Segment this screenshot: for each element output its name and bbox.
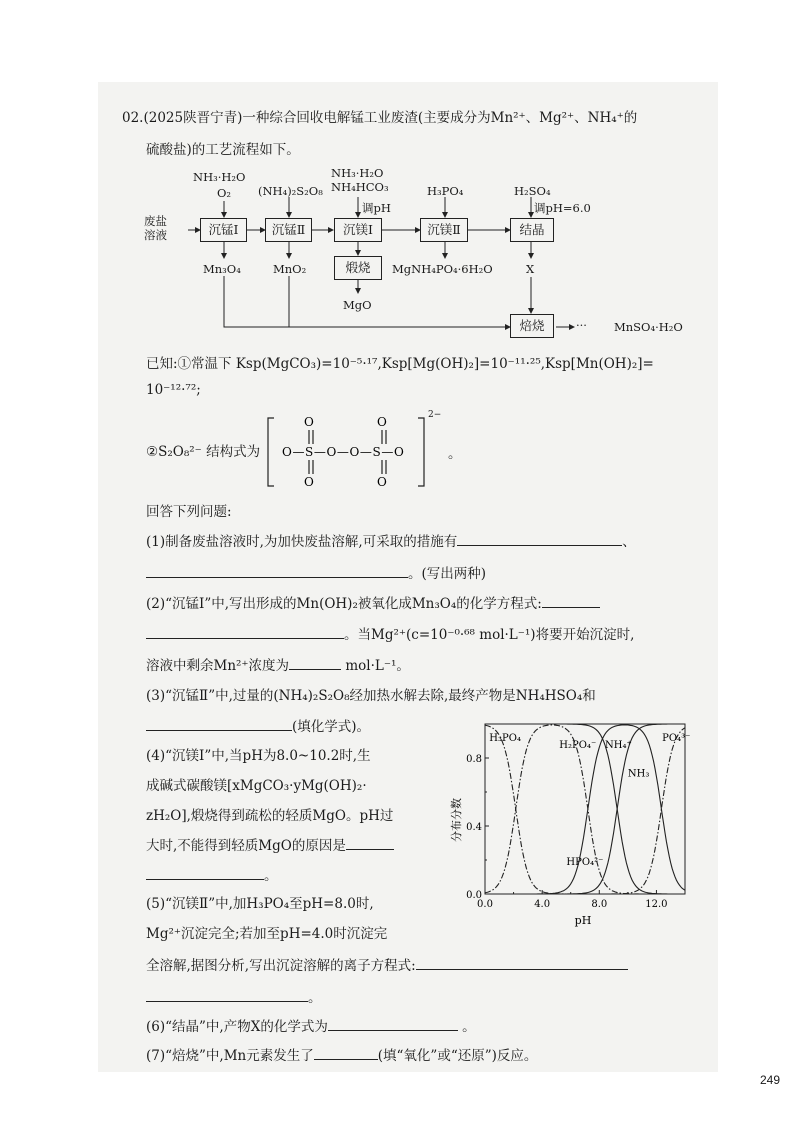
x-tick-label: 4.0 [534,899,551,910]
q6-line: (6)“结晶”中,产物X的化学式为 。 [146,1019,476,1035]
q3-blank[interactable] [146,718,292,731]
box-mn-precip-2: 沉锰Ⅱ [265,218,312,242]
o-bottom-2: O [377,475,387,489]
page-number: 249 [760,1073,781,1087]
box-mn-precip-1: 沉锰Ⅰ [200,218,247,242]
q5-line-2: Mg²⁺沉淀完全;若加至pH=4.0时沉淀完 [146,926,388,942]
q1-line-2: 。(写出两种) [146,562,486,582]
reagent-4: H₃PO₄ [427,184,464,198]
box-crystallize: 结晶 [510,218,554,242]
q2-line-3: 溶液中剩余Mn²⁺浓度为 mol·L⁻¹。 [146,658,410,674]
product-mno2: MnO₂ [273,262,307,276]
question-line-1: 02.(2025陕晋宁青)一种综合回收电解锰工业废渣(主要成分为Mn²⁺、Mg²⁺、NH₄⁺的 [122,110,638,126]
reagent-2: (NH₄)₂S₂O₈ [258,184,323,198]
q5-line-1: (5)“沉镁Ⅱ”中,加H₃PO₄至pH=8.0时, [146,896,374,912]
box-calcine: 煅烧 [334,256,382,280]
q6-blank[interactable] [328,1018,458,1031]
q1-line-1: (1)制备废盐溶液时,为加快废盐溶解,可采取的措施有 、 [146,534,636,550]
q4-line-2: 成碱式碳酸镁[xMgCO₃·yMg(OH)₂· [146,778,367,794]
charge-label: 2− [428,410,442,420]
q5-line-4: 。 [146,986,322,1006]
q4-line-1: (4)“沉镁Ⅰ”中,当pH为8.0~10.2时,生 [146,748,371,764]
y-tick-label: 0.0 [466,890,482,901]
series-po4-label: PO₄³⁻ [662,733,691,744]
series-nh4-label: NH₄⁺ [605,739,632,751]
series-h2po4-label: H₂PO₄⁻ [559,739,597,751]
q4-blank-1[interactable] [346,837,394,850]
series-nh3-label: NH₃ [627,768,650,780]
known-line-2: 10⁻¹²·⁷²; [146,382,201,398]
q4-blank-2[interactable] [146,867,264,880]
o-top-2: O [377,415,387,429]
y-axis-label: 分布分数 [450,798,463,842]
product-mn3o4: Mn₃O₄ [203,262,241,276]
x-tick-label: 0.0 [477,899,493,910]
q4-line-5: 。 [146,864,278,884]
q7-blank[interactable] [314,1047,378,1060]
reagent-1b: O₂ [217,186,232,200]
reagent-3c: 调pH [362,201,391,215]
q5-blank-1[interactable] [416,957,628,970]
distribution-chart [440,710,698,930]
box-mg-precip-1: 沉镁Ⅰ [334,218,382,242]
q1-blank-1[interactable] [457,533,622,546]
box-roast: 焙烧 [510,314,554,338]
box-mg-precip-2: 沉镁Ⅱ [420,218,468,242]
reagent-5b: 调pH=6.0 [534,201,591,215]
question-line-2: 硫酸盐)的工艺流程如下。 [146,142,300,158]
q5-blank-2[interactable] [146,989,308,1002]
q3-line-1: (3)“沉锰Ⅱ”中,过量的(NH₄)₂S₂O₈经加热水解去除,最终产物是NH₄HSO₄和 [146,688,596,704]
x-tick-label: 12.0 [645,899,668,910]
q4-line-3: zH₂O],煅烧得到疏松的轻质MgO。pH过 [146,808,394,824]
reagent-5a: H₂SO₄ [514,184,551,198]
q2-line-2: 。当Mg²⁺(c=10⁻⁰·⁶⁸ mol·L⁻¹)将要开始沉淀时, [146,623,634,643]
y-tick-label: 0.4 [466,822,482,833]
answer-intro: 回答下列问题: [146,504,232,520]
product-final: MnSO₄·H₂O [614,320,683,334]
flow-input-label: 废盐 溶液 [144,214,167,242]
q2-blank-2[interactable] [146,626,344,639]
q5-line-3: 全溶解,据图分析,写出沉淀溶解的离子方程式: [146,954,628,974]
q2-blank-1[interactable] [542,595,600,608]
series-hpo4-label: HPO₄²⁻ [566,857,604,869]
product-x: X [526,262,535,276]
o-bottom-1: O [304,475,314,489]
q7-line: (7)“焙烧”中,Mn元素发生了 (填“氧化”或“还原”)反应。 [146,1048,538,1064]
known-line-3: ②S₂O₈²⁻ 结构式为 [146,444,261,460]
x-tick-label: 8.0 [591,899,608,910]
q3-line-2: (填化学式)。 [146,715,370,735]
known-line-1: 已知:①常温下 Ksp(MgCO₃)=10⁻⁵·¹⁷,Ksp[Mg(OH)₂]=10⁻¹¹·²⁵,Ksp[Mn(OH)₂]= [146,356,654,372]
reagent-3b: NH₄HCO₃ [331,180,389,194]
x-axis-label: pH [574,914,592,927]
product-mgo: MgO [343,298,372,312]
o-s-chain: O—S—O—O—S—O [282,445,405,459]
reagent-1a: NH₃·H₂O [193,170,246,184]
q2-line-1: (2)“沉锰Ⅰ”中,写出形成的Mn(OH)₂被氧化成Mn₃O₄的化学方程式: [146,592,600,612]
flow-dots: ··· [576,318,587,332]
q1-blank-2[interactable] [146,565,408,578]
o-top-1: O [304,415,314,429]
series-h3po4-label: H₃PO₄ [489,733,521,744]
q2-blank-3[interactable] [289,657,341,670]
s2o8-structure [264,410,444,494]
q4-line-4: 大时,不能得到轻质MgO的原因是 [146,834,394,854]
reagent-3a: NH₃·H₂O [331,166,384,180]
product-struvite: MgNH₄PO₄·6H₂O [392,262,493,276]
known-period: 。 [448,446,462,462]
y-tick-label: 0.8 [466,754,482,765]
